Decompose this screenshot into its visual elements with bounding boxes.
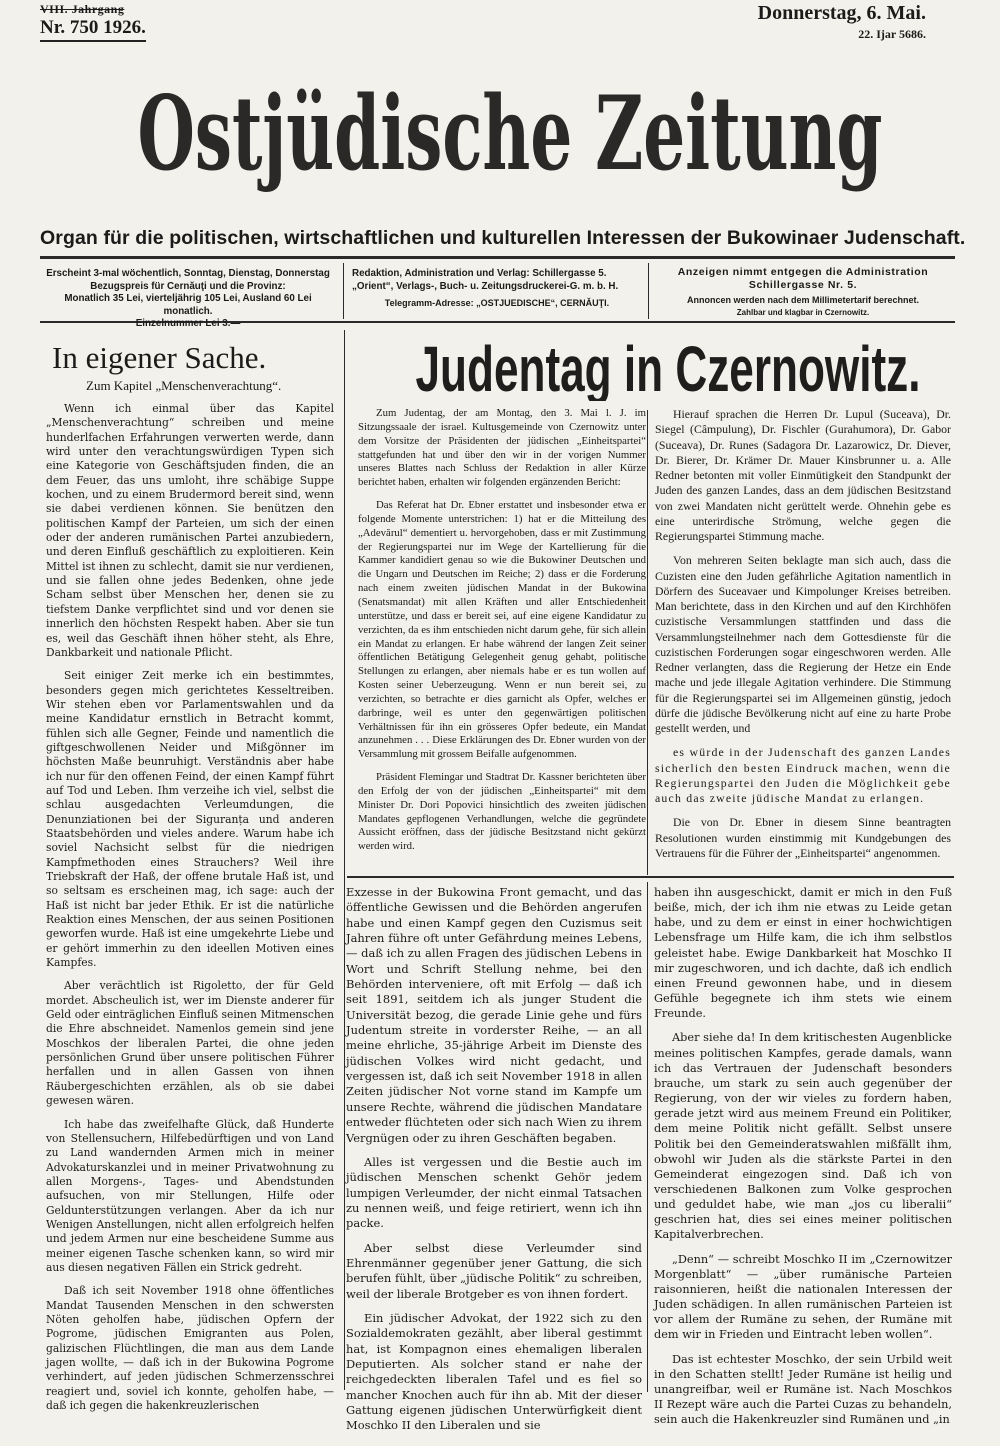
info-line: Telegramm-Adresse: „OSTJUEDISCHE“, CERNĂUŢI. [384, 298, 610, 308]
info-line: Annoncen werden nach dem Millimetertarif berechnet. [686, 295, 920, 305]
paragraph: Ich habe das zweifelhafte Glück, daß Hunderte von Stellensuchern, Hilfebedürftigen und von Land zu Land wandernden Armen mich in meiner Advokaturskanzlei und in meiner Privatwohnung zu allen Morgens-, Tages- und Abendstunden aufsuchen, von mir Stellungen, Hilfe oder Geldunterstützungen verlangen. Aber da ich nur Wenigen Anstellungen, nicht allen erfolgreich helfen und jedem Armen nur eine bescheidene Summe aus meiner eigenen Tasche schenken kann, so wird mir aus diesen negativen Fällen ein Strick gedreht. [46, 1117, 334, 1274]
continuation-col2 [654, 885, 952, 1427]
column-divider-left [344, 330, 345, 1390]
paragraph: Das Referat hat Dr. Ebner erstattet und insbesonder etwa er folgende Momente unterstrichen: 1) hat er die Mitteilung des „Adevărul“ dementiert u. hervorgehoben, dass er mit Zustimmung der Regierungspartei nur im Wege der Kartellierung für die Kammer kandidiert genau so wie die Bukowiner Deutschen und die Ungarn und Deutschen im Reiche; 2) dass er die Forderung nach einem zweiten jüdischen Mandat in der Bukowina (Senatsmandat) mit allen Kräften und aller Entschiedenheit unterstütze, und dass er bereit sei, auf eine eigene Kandidatur zu verzichten, da es ihm entschieden nicht darum gehe, für sich allein ein Mandat zu erlangen. Er habe während der langen Zeit seiner öffentlichen Betätigung Gelegenheit genug gehabt, politische Stellungen zu erlangen, aber niemals habe er es tun wollen auf Kosten seiner Ueberzeugung. Wenn er nun bereit sei, zu verzichten, so betrachte er dies garnicht als Opfer, welches er darbringe, weil es unter den gegenwärtigen politischen Verhältnissen für ihn ein grösseres Opfer bedeute, ein Mandat anzunehmen . . . Diese Erklärungen des Dr. Ebner wurden von der Versammlung mit grossem Beifalle aufgenommen. [358, 499, 646, 761]
volume-label: VIII. Jahrgang [40, 2, 125, 16]
section-divider [347, 876, 954, 878]
article-main-col2 [655, 407, 951, 861]
paragraph: Aber verächtlich ist Rigoletto, der für Geld mordet. Abscheulich ist, wer im Dienste anderer für Geld oder einträglichen Einfluß seinen Mitmenschen die Ehre abschneidet. Namenlos gemein sind jene Moschkos der liberalen Partei, die ohne jeden persönlichen Grund über unsere politischen Führer herfallen und in allen Gassen von ihnen Räubergeschichten erzählen, als ob sie dabei gewesen wären. [46, 979, 334, 1108]
article-subhead: Zum Kapitel „Menschenverachtung“. [86, 378, 282, 393]
column-divider-top [647, 410, 648, 875]
editorial-info [352, 268, 642, 310]
hebrew-date: 22. Ijar 5686. [858, 27, 926, 41]
rule-top [40, 256, 955, 259]
paragraph: Wenn ich einmal über das Kapitel „Menschenverachtung“ schreiben und meine hunderlfachen Erfahrungen verwerten werde, dann wird unter den verachtungswürdigen Typen sich eine Kategorie von Geschäftsjuden finden, die an dem Feuer, das uns umloht, ihre schäbige Suppe kochen, und zu einem Brudermord bereit sind, wenn sie dabei verdienen können. Sie benützen den politischen Kampf der Parteien, um sich der einen oder der anderen rumänischen Partei anzubiedern, und deren Einfluß geschäftlich zu exploitieren. Kein Mittel ist ihnen zu schlecht, damit sie nur verdienen, und sie fallen ohne jedes Bedenken, ohne jede Scham selbst über Menschen her, denen sie zu tiefstem Danke verpflichtet sind und vor denen sie innerlich den höchsten Respekt haben. Aber sie tun es, weil das Geschäft ihnen höher steht, als Ehre, Dankbarkeit und nationale Pflicht. [46, 402, 334, 659]
paragraph: haben ihn ausgeschickt, damit er mich in den Fuß beiße, mich, der ich ihm nie etwas zu Leide getan habe, und zu dem er einst in einer hochwichtigen Lebensfrage um Hilfe kam, die ich ihm selbstlos geleistet habe. Ewige Dankbarkeit hat Moschko II mir zugeschworen, und ich dachte, daß ich endlich einen Freund gewonnen habe, und in diesem Gefühle begegnete ich ihm stets wie einem Freunde. [654, 886, 952, 1021]
issue-number: Nr. 750 1926. [40, 17, 146, 42]
continuation-col1 [346, 885, 642, 1434]
masthead-title [130, 64, 890, 194]
masthead-text: Ostjüdische Zeitung [137, 74, 883, 194]
paragraph: Aber siehe da! In dem kritischesten Augenblicke meines politischen Kampfes, gerade damals, wann ich das Vertrauen der Judenschaft besonders brauche, um stark zu sein auch gegenüber der Regierung, von der wir vieles zu fordern haben, gerade jetzt wird aus meinem Freund ein Politiker, dem meine Politik nicht gefällt. Selbst unsere Politik bei den Gemeinderatswahlen mißfällt ihm, obwohl wir Juden als die stärkste Partei in den Gemeinderat eingezogen sind. Daß ich von verschiedenen Balkonen zum Volke gesprochen und geduldet habe, wie man „jos cu liberalii“ geschrien hat, dies sei eines meiner politischen Kapitalverbrechen. [654, 1031, 952, 1242]
info-line: Redaktion, Administration und Verlag: Schillergasse 5. [352, 268, 607, 279]
headline-text: Judentag in Czernowitz. [415, 333, 921, 401]
article-headline-left: In eigener Sache. [52, 340, 267, 375]
paragraph: Seit einiger Zeit merke ich ein bestimmtes, besonders gegen mich gerichtetes Kesseltreiben. Wir stehen eben vor Parlamentswahlen und da meine Kandidatur ernstlich in Betracht kommt, fühlen sich alle Gegner, Feinde und namentlich die giftgeschwollenen Neider und Mißgönner im höchsten Maße beunruhigt. Verständnis aber habe ich nur für den offenen Feind, der einen Kampf führt auf Tod und Leben. Ihm verzeihe ich viel, selbst die schlau ausgedachten Verleumdungen, die Denunziationen bei der Siguranța und anderen Staatsbehörden und vieles andere. Warum habe ich soviel Nachsicht selbst für die niedrigen Kampfmethoden eines Strauchers? Weil ihre Triebskraft der Haß, der offene brutale Haß ist, und so seltsam es erscheinen mag, ich sage: auch der Haß ist nicht bar jeder Ethik. Er ist die natürliche Reaktion eines Menschen, der aus seinen Positionen geworfen wurde. Haß ist eine umgekehrte Liebe und er gehört immerhin zu den ideellen Motiven eines Kampfes. [46, 669, 334, 970]
subscription-info [44, 268, 332, 331]
paragraph: Hierauf sprachen die Herren Dr. Lupul (Suceava), Dr. Siegel (Câmpulung), Dr. Fischler (Gurahumora), Dr. Gabor (Suceava), Dr. Runes (Sadagora Dr. Lazarowicz, Dr. Diever, Dr. Bierer, Dr. Krämer Dr. Mauer Kinsbrunner u. a. Alle Redner betonten mit voller Einmütigkeit den Standpunkt der Juden des ganzen Landes, dass an dem jüdischen Besitzstand von zwei Mandaten nicht gerüttelt werde. Ohnehin gebe es eine unterirdische Strömung, welche gegen die Regierungspartei Stimmung mache. [655, 407, 951, 543]
issue-info [40, 2, 180, 42]
paragraph: Die von Dr. Ebner in diesem Sinne beantragten Resolutionen wurden einstimmig mit Kundgebungen des Vertrauens für die Führer der „Einheitspartei“ angenommen. [655, 815, 951, 860]
info-line: Zahlbar und klagbar in Czernowitz. [736, 307, 870, 317]
date-label: Donnerstag, 6. Mai. [757, 2, 926, 24]
paragraph: Zum Judentag, der am Montag, den 3. Mai l. J. im Sitzungssaale der israel. Kultusgemeinde von Czernowitz unter dem Vorsitze der Präsidenten der jüdischen „Einheitspartei“ stattgefunden hat und über den wir in der vorigen Nummer unseres Blattes nach Schluss der Redaktion in aller Kürze berichtet haben, erhalten wir folgenden ergänzenden Bericht: [358, 407, 646, 489]
article-headline-main [408, 331, 928, 405]
paragraph: Von mehreren Seiten beklagte man sich auch, dass die Cuzisten eine den Juden gefährliche Agitation namentlich in Dörfern des Suceavaer und Kimpolunger Kreises betreiben. Man berichtete, dass in den Kirchen und auf den Kirchhöfen cuzistische Versammlungen stattfinden und dass die Versammlungsteilnehmer nach dem Gottesdienste für die cuzistischen Forderungen sogar eingeschworen werden. Alle Redner verlangten, dass die Regierung der Hetze ein Ende mache und jede illegale Agitation verhindere. Die Stimmung für die Regierungspartei sei im Allgemeinen günstig, jedoch dürfe die jüdische Bevölkerung nicht auf eine zu harte Probe gestellt werden, und [655, 553, 951, 735]
paragraph: Aber selbst diese Verleumder sind Ehrenmänner gegenüber jener Gattung, die sich berufen fühlt, über „jüdische Politik“ zu schreiben, weil der liberale Brotgeber es von ihnen fordert. [346, 1240, 642, 1301]
article-main-col1 [358, 407, 646, 854]
info-line: Monatlich 35 Lei, vierteljährig 105 Lei, Ausland 60 Lei monatlich. [64, 293, 312, 317]
advertising-info [653, 266, 953, 319]
info-line: Bezugspreis für Cernăuţi und die Provinz: [90, 280, 286, 292]
paragraph: Ein jüdischer Advokat, der 1922 sich zu den Sozialdemokraten gezählt, aber liberal gestimmt hat, ist Kompagnon eines ehemaligen liberalen Deputierten. Als solcher stand er nahe der reichgedeckten liberalen Tafel und es fiel so mancher Knochen auch für ihn ab. Mit der dieser Gattung eigenen jüdischen Unterwürfigkeit dient Moschko II den Liberalen und sie [346, 1310, 642, 1433]
issue-date [758, 2, 926, 42]
info-line: „Orient“, Verlags-, Buch- u. Zeitungsdruckerei-G. m. b. H. [352, 280, 619, 292]
masthead-subtitle: Organ für die politischen, wirtschaftlichen und kulturellen Interessen der Bukowinaer Judenschaft. [40, 227, 966, 249]
info-divider-2 [648, 263, 649, 319]
info-line: Anzeigen nimmt entgegen die Administration Schillergasse Nr. 5. [677, 266, 929, 291]
paragraph: es würde in der Judenschaft des ganzen Landes sicherlich den besten Eindruck machen, wenn die Regierungspartei den Juden die Möglichkeit gebe auch das zweite jüdische Mandat zu erlangen. [655, 745, 951, 805]
paragraph: Das ist echtester Moschko, der sein Urbild weit in den Schatten stellt! Jeder Rumäne ist heilig und unangreifbar, weil er Rumäne ist. Nach Moschkos II Rezept wäre auch die Partei Cuzas zu behandeln, sein auch die Hakenkreuzler sind Rumänen und „in [654, 1352, 952, 1427]
column-divider-bottom [647, 882, 648, 1392]
paragraph: Daß ich seit November 1918 ohne öffentliches Mandat Tausenden Menschen in den schwersten Nöten geholfen habe, jüdischen Opfern der Pogrome, jüdischen Emigranten aus Polen, galizischen Flüchtlingen, die man aus dem Lande jagen wollte, — daß ich in der Bukowina Pogrome verhindert, auf jeden jüdischen Schmerzensschrei reagiert und, soviel ich konnte, geholfen habe, — daß ich gegen die hakenkreuzlerischen [46, 1284, 334, 1413]
article-left-body [46, 402, 334, 1413]
paragraph: Exzesse in der Bukowina Front gemacht, und das öffentliche Gewissen und die Behörden angerufen habe und einen Kampf gegen den Cuzismus seit Jahren führe oft unter Gefährdung meines Lebens, — daß ich zu allen Fragen des jüdischen Lebens in Wort und Schrift Stellung nehme, bei den Behörden interveniere, oft mit Erfolg — daß ich seit 1891, seitdem ich als junger Student die Universität bezog, die gerade Linie gehe und fürs Judentum streite in vorderster Reihe, — an all meine ehrliche, 35-jährige Arbeit im Dienste des jüdischen Volkes wird nicht gedacht, und vergessen ist, daß ich seit November 1918 in allen Zeiten jüdischer Not vorne stand im Kampfe um unsere Rechte, während die jüdischen Mandatare entweder flüchteten oder sich nach Wien zu ihrem Vergnügen oder zu ihren Geschäften begaben. [346, 885, 642, 1145]
info-line: Erscheint 3-mal wöchentlich, Sonntag, Dienstag, Donnerstag [46, 268, 330, 279]
paragraph: Präsident Flemingar und Stadtrat Dr. Kassner berichteten über den Erfolg der von der jüdischen „Einheitspartei“ mit dem Minister Dr. Dori Popovici hinsichtlich des zweiten jüdischen Mandates gepflogenen Verhandlungen, welche die gegründete Aussicht eröffnen, dass der jüdische Besitzstand nicht gekürzt werden wird. [358, 771, 646, 853]
info-divider-1 [343, 263, 344, 319]
paragraph: Alles ist vergessen und die Bestie auch im jüdischen Menschen schenkt Gehör jedem lumpigen Verleumder, der nicht einmal Tatsachen zu nennen weiß, und feige retiriert, wenn ich ihn packe. [346, 1154, 642, 1231]
info-line: Einzelnummer Lei 3.— [135, 318, 241, 329]
paragraph: „Denn“ — schreibt Moschko II im „Czernowitzer Morgenblatt“ — „über rumänische Parteien raisonnieren, heißt die nationalen Interessen der Juden schädigen. In allen rumänischen Parteien ist vor allem der Rumäne zu sehen, der Rumäne mit dem wir in Frieden und Eintracht leben wollen“. [654, 1252, 952, 1342]
